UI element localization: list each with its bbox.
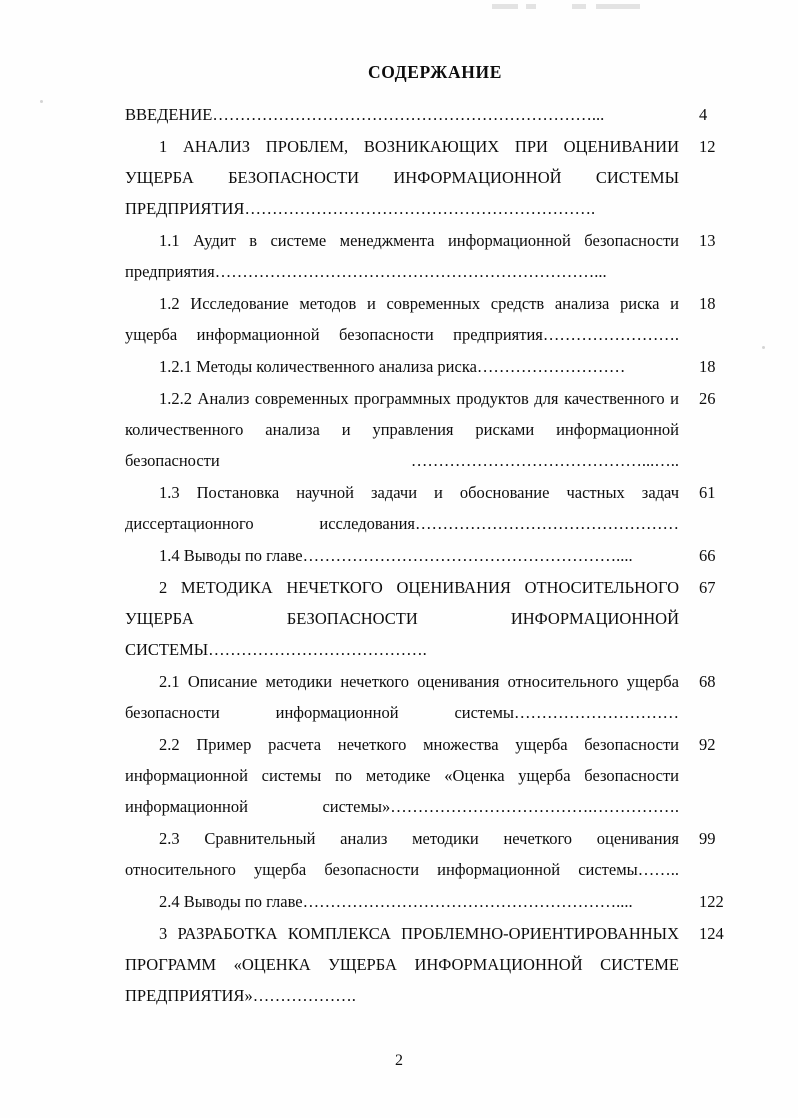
toc-entry-text: 2.4 Выводы по главе…………………………………………………....	[159, 892, 633, 911]
toc-entry-page: 92	[699, 735, 716, 754]
toc-entry[interactable]	[125, 351, 745, 382]
toc-entry-text: 2.3 Сравнительный анализ методики нечеткого оценивания относительного ущерба безопасности информационной системы……..	[125, 829, 679, 879]
toc-entry-page: 18	[699, 357, 716, 376]
scan-artifact	[596, 4, 640, 9]
toc-entry-page: 13	[699, 231, 716, 250]
toc-entry[interactable]	[125, 131, 745, 224]
toc-entry-text: 1.2 Исследование методов и современных средств анализа риска и ущерба информационной безопасности предприятия…………………….	[125, 294, 679, 344]
toc-entry-page: 4	[699, 105, 708, 124]
toc-entry[interactable]	[125, 225, 745, 287]
toc-entry-text: 1.1 Аудит в системе менеджмента информационной безопасности предприятия……………………………………………………………...	[125, 231, 679, 281]
toc-entry-text: 1.2.2 Анализ современных программных продуктов для качественного и количественного анализа и управления рисками информационной безопасности ……………………………………...…..	[125, 389, 679, 470]
toc-entry-text: 2 МЕТОДИКА НЕЧЕТКОГО ОЦЕНИВАНИЯ ОТНОСИТЕЛЬНОГО УЩЕРБА БЕЗОПАСНОСТИ ИНФОРМАЦИОННОЙ СИСТЕМЫ………………………………….	[125, 578, 679, 659]
toc-entry-page: 99	[699, 829, 716, 848]
toc-entry[interactable]	[125, 383, 745, 476]
toc-entry[interactable]	[125, 99, 745, 130]
toc-entry[interactable]	[125, 823, 745, 885]
toc-entry-text: 2.2 Пример расчета нечеткого множества ущерба безопасности информационной системы по методике «Оценка ущерба безопасности информационной системы»……………………………….…………….	[125, 735, 679, 816]
toc-entry-text: ВВЕДЕНИЕ……………………………………………………………...	[125, 105, 605, 124]
toc-entry[interactable]	[125, 572, 745, 665]
toc-entry-page: 66	[699, 546, 716, 565]
toc-entry-page: 67	[699, 578, 716, 597]
toc-entry-page: 18	[699, 294, 716, 313]
toc-entry-page: 122	[699, 892, 724, 911]
scan-artifact	[492, 4, 518, 9]
scan-speck	[40, 100, 43, 103]
toc-entry-page: 124	[699, 924, 724, 943]
toc-entry[interactable]	[125, 477, 745, 539]
toc-entry-list	[125, 99, 745, 1011]
scan-speck	[762, 346, 765, 349]
toc-entry[interactable]	[125, 666, 745, 728]
toc-entry-text: 1 АНАЛИЗ ПРОБЛЕМ, ВОЗНИКАЮЩИХ ПРИ ОЦЕНИВАНИИ УЩЕРБА БЕЗОПАСНОСТИ ИНФОРМАЦИОННОЙ СИСТЕМЫ ПРЕДПРИЯТИЯ……………………………………………………….	[125, 137, 679, 218]
toc-entry-page: 68	[699, 672, 716, 691]
toc-entry-text: 1.2.1 Методы количественного анализа риска………………………	[159, 357, 626, 376]
toc-entry[interactable]	[125, 729, 745, 822]
toc-entry-text: 1.4 Выводы по главе…………………………………………………....	[159, 546, 633, 565]
toc-entry-text: 2.1 Описание методики нечеткого оценивания относительного ущерба безопасности информационной системы…………………………	[125, 672, 679, 722]
page-footer-number: 2	[395, 1052, 403, 1069]
toc-entry-text: 1.3 Постановка научной задачи и обоснование частных задач диссертационного исследования…………………………………………	[125, 483, 679, 533]
toc-entry[interactable]	[125, 288, 745, 350]
toc-entry[interactable]	[125, 540, 745, 571]
toc-entry-page: 26	[699, 389, 716, 408]
toc-entry[interactable]	[125, 886, 745, 917]
toc-entry-text: 3 РАЗРАБОТКА КОМПЛЕКСА ПРОБЛЕМНО-ОРИЕНТИРОВАННЫХ ПРОГРАММ «ОЦЕНКА УЩЕРБА ИНФОРМАЦИОННОЙ СИСТЕМЕ ПРЕДПРИЯТИЯ»……………….	[125, 924, 679, 1005]
table-of-contents	[125, 62, 745, 1012]
scan-artifact	[572, 4, 586, 9]
page-title: СОДЕРЖАНИЕ	[367, 62, 502, 82]
toc-entry-page: 61	[699, 483, 716, 502]
toc-entry[interactable]	[125, 918, 745, 1011]
scan-artifact	[526, 4, 536, 9]
toc-entry-page: 12	[699, 137, 716, 156]
